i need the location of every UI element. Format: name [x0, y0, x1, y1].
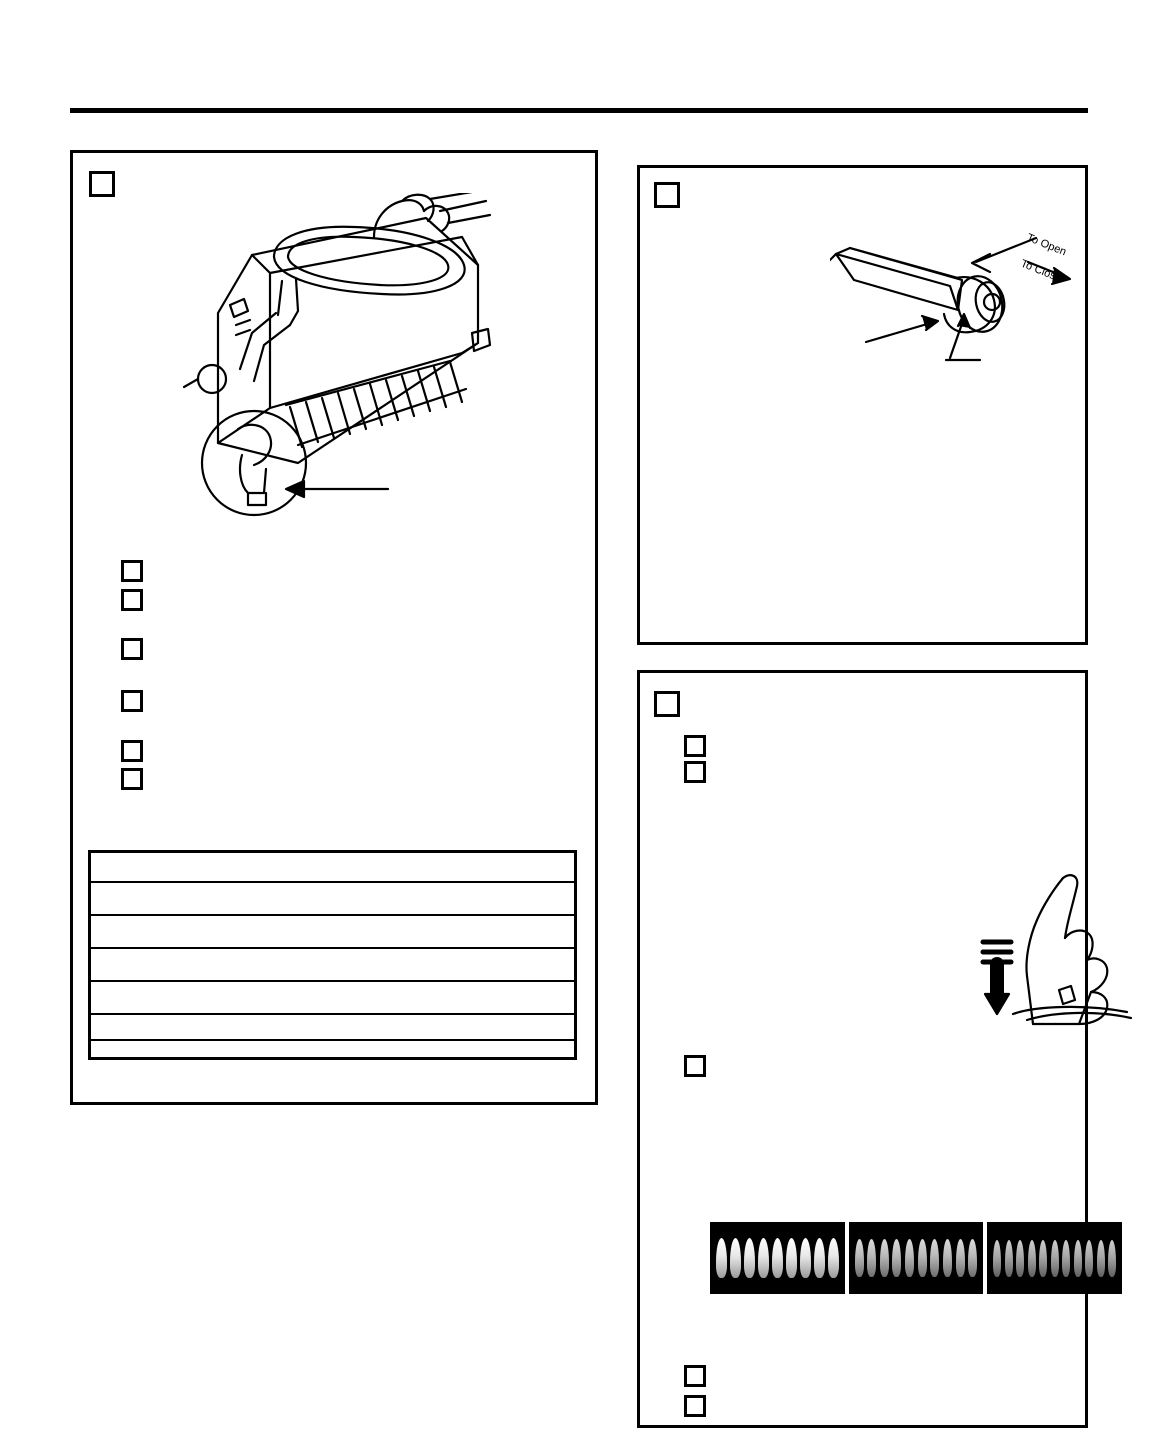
rb-bullet-marker-5: [684, 1395, 706, 1417]
blank-ruled-form: [88, 850, 577, 1060]
bullet-marker-3: [121, 638, 143, 660]
rb-bullet-marker-2: [684, 761, 706, 783]
form-rule-4: [91, 980, 574, 982]
bullet-marker-5: [121, 740, 143, 762]
rb-bullet-marker-3: [684, 1055, 706, 1077]
rb-bullet-marker-4: [684, 1365, 706, 1387]
form-rule-3: [91, 947, 574, 949]
step-marker-right-bottom: [654, 691, 680, 717]
form-rule-6: [91, 1039, 574, 1041]
bullet-marker-4: [121, 690, 143, 712]
valve-open-label: To Open: [1024, 231, 1068, 259]
photo-cell-1: [710, 1222, 845, 1294]
oven-interior-with-rack-figure: [178, 193, 508, 673]
rb-bullet-marker-1: [684, 735, 706, 757]
right-top-instruction-panel: [637, 165, 1088, 645]
form-rule-2: [91, 914, 574, 916]
header-rule: [70, 108, 1088, 113]
hand-pressing-button-figure: [975, 868, 1135, 1028]
right-bottom-instruction-panel: [637, 670, 1088, 1428]
form-rule-1: [91, 881, 574, 883]
bullet-marker-2: [121, 589, 143, 611]
bullet-marker-6: [121, 768, 143, 790]
form-rule-5: [91, 1013, 574, 1015]
valve-close-label: To Close: [1018, 257, 1064, 285]
step-marker-right-top: [654, 182, 680, 208]
photo-cell-2: [849, 1222, 984, 1294]
bulb-comparison-photo-strip: [710, 1222, 1122, 1294]
step-marker-left: [89, 171, 115, 197]
photo-cell-3: [987, 1222, 1122, 1294]
bullet-marker-1: [121, 560, 143, 582]
gas-valve-figure: [830, 218, 1080, 388]
